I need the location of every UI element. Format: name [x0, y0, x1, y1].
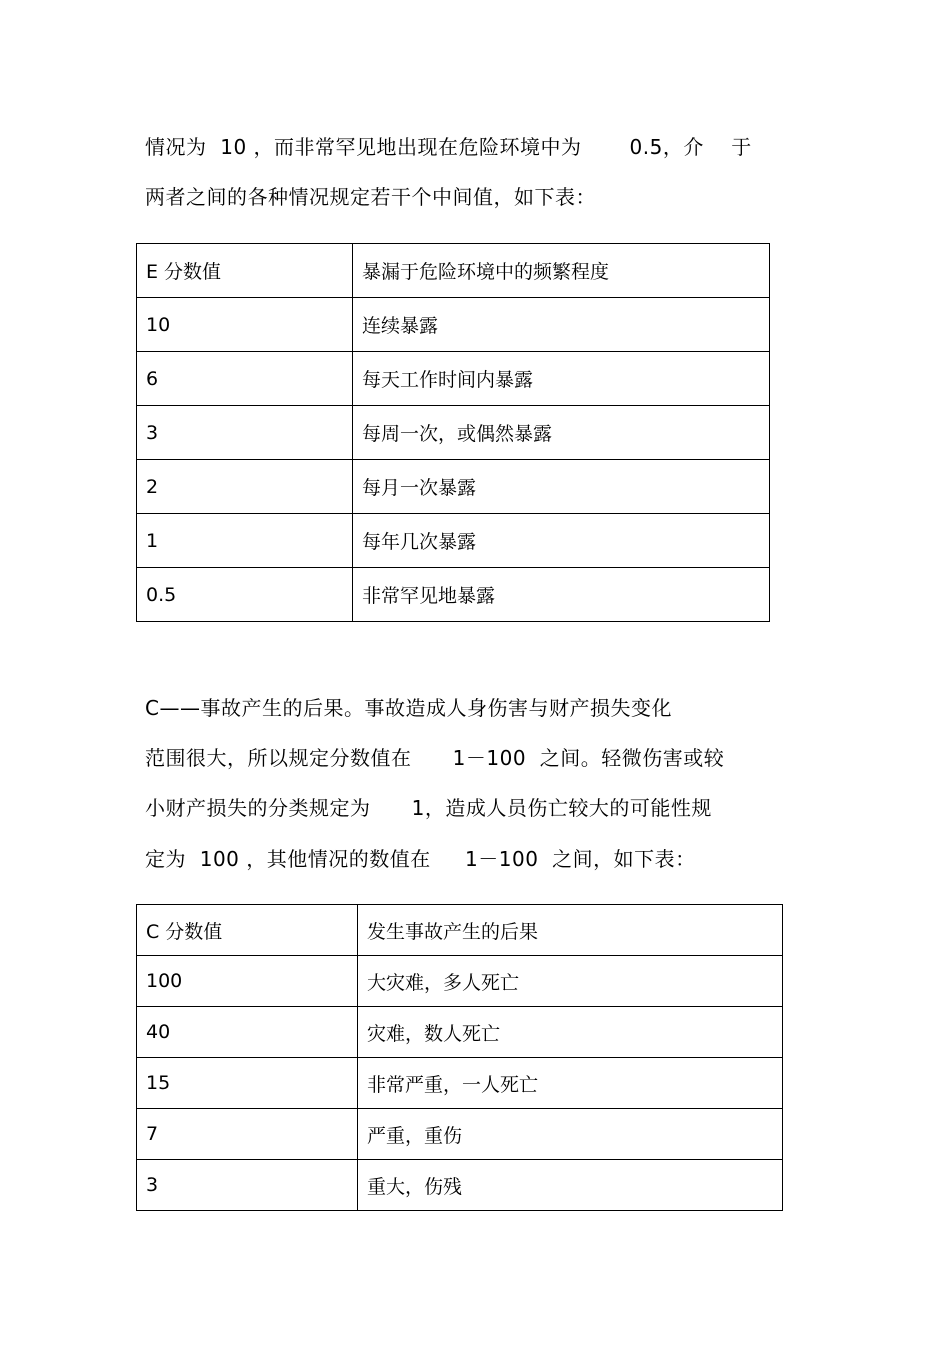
score-cell: 7: [137, 1109, 358, 1160]
header-cell: 暴漏于危险环境中的频繁程度: [353, 244, 770, 298]
description-cell: 非常严重，一人死亡: [358, 1058, 783, 1109]
section-c-line-4: 定为 100 ，其他情况的数值在 1－100 之间，如下表：: [145, 847, 696, 871]
description-cell: 严重，重伤: [358, 1109, 783, 1160]
table-row: [137, 406, 770, 460]
table-row: [137, 352, 770, 406]
header-cell: C 分数值: [137, 905, 358, 956]
table-row: [137, 956, 783, 1007]
header-cell: 发生事故产生的后果: [358, 905, 783, 956]
table-row: [137, 1160, 783, 1211]
consequence-table: [136, 904, 783, 1211]
exposure-frequency-table: [136, 243, 770, 622]
table-row: [137, 514, 770, 568]
score-cell: 15: [137, 1058, 358, 1109]
section-c-line-3: 小财产损失的分类规定为 1，造成人员伤亡较大的可能性规: [145, 796, 712, 820]
score-cell: 2: [137, 460, 353, 514]
score-cell: 0.5: [137, 568, 353, 622]
score-cell: 3: [137, 406, 353, 460]
header-cell: E 分数值: [137, 244, 353, 298]
table-row: [137, 1007, 783, 1058]
description-cell: 连续暴露: [353, 298, 770, 352]
table-row: [137, 460, 770, 514]
intro-line-1: 情况为 10 ，而非常罕见地出现在危险环境中为 0.5，介 于: [145, 135, 752, 159]
section-c-line-2: 范围很大，所以规定分数值在 1－100 之间。轻微伤害或较: [145, 746, 725, 770]
table-row: [137, 568, 770, 622]
score-cell: 3: [137, 1160, 358, 1211]
table-row: [137, 1058, 783, 1109]
description-cell: 每月一次暴露: [353, 460, 770, 514]
table-header-row: [137, 244, 770, 298]
table-header-row: [137, 905, 783, 956]
score-cell: 6: [137, 352, 353, 406]
description-cell: 非常罕见地暴露: [353, 568, 770, 622]
description-cell: 每天工作时间内暴露: [353, 352, 770, 406]
score-cell: 1: [137, 514, 353, 568]
table-row: [137, 1109, 783, 1160]
description-cell: 灾难，数人死亡: [358, 1007, 783, 1058]
description-cell: 大灾难，多人死亡: [358, 956, 783, 1007]
score-cell: 10: [137, 298, 353, 352]
description-cell: 每周一次，或偶然暴露: [353, 406, 770, 460]
score-cell: 100: [137, 956, 358, 1007]
intro-line-2: 两者之间的各种情况规定若干个中间值，如下表：: [145, 185, 596, 209]
description-cell: 每年几次暴露: [353, 514, 770, 568]
score-cell: 40: [137, 1007, 358, 1058]
section-c-line-1: C——事故产生的后果。事故造成人身伤害与财产损失变化: [145, 696, 672, 720]
description-cell: 重大，伤残: [358, 1160, 783, 1211]
table-row: [137, 298, 770, 352]
